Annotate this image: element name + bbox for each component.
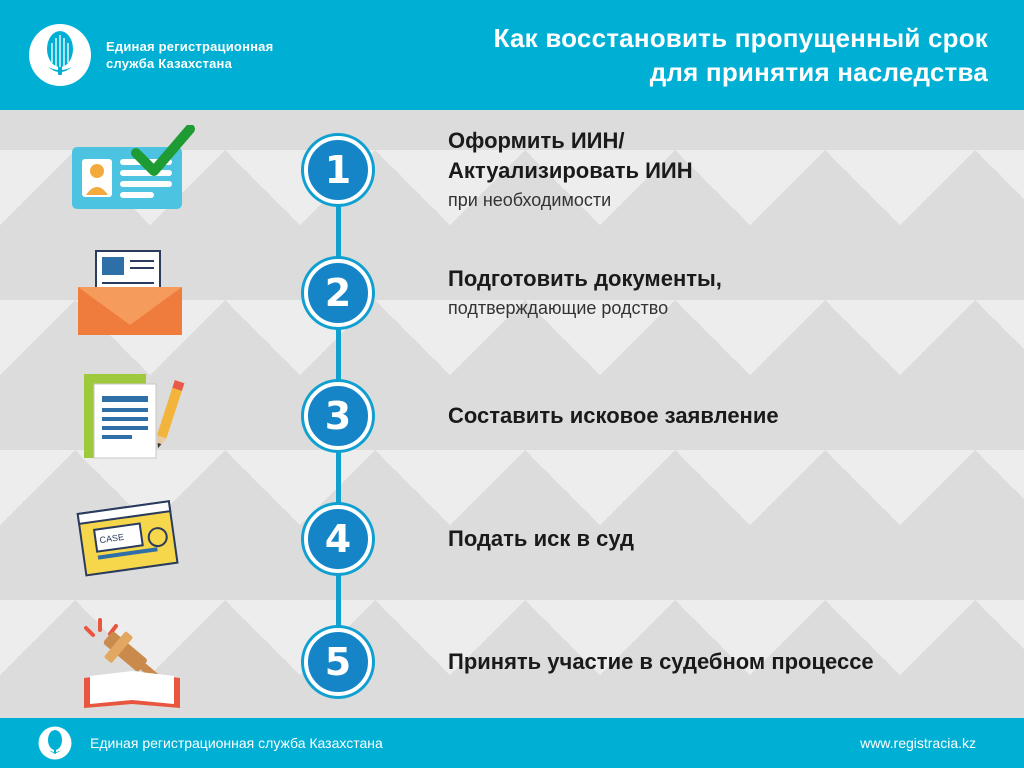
step-number-badge: 4 [304,505,372,573]
step-subtitle: при необходимости [448,190,612,210]
page-title-line1: Как восстановить пропущенный срок [493,23,988,53]
brand-name-line2: служба Казахстана [106,56,233,71]
tree-emblem-icon [38,726,72,760]
step-number-badge: 3 [304,382,372,450]
step-row [0,479,1024,599]
step-title: Подать иск в суд [448,526,634,551]
page-title [420,21,1024,89]
steps-container [0,110,1024,718]
step-number-badge: 1 [304,136,372,204]
document-pencil-icon [0,368,230,464]
gavel-book-icon [0,612,230,712]
id-card-check-icon [0,125,230,215]
svg-text:CASE: CASE [98,531,125,546]
footer-website-url[interactable]: www.registracia.kz [860,735,976,751]
step-text [448,647,1008,677]
step-text [448,524,1008,554]
step-text [448,264,1008,322]
brand-logo-block [0,23,420,87]
step-text [448,401,1008,431]
step-row [0,602,1024,722]
tree-emblem-icon [28,23,92,87]
step-row [0,110,1024,230]
brand-name-line1: Единая регистрационная [106,39,274,54]
step-title: Принять участие в судебном процессе [448,649,874,674]
step-title: Составить исковое заявление [448,403,779,428]
brand-name [106,38,273,72]
header-bar [0,0,1024,110]
footer-org-name: Единая регистрационная служба Казахстана [90,735,383,751]
envelope-letter-icon [0,247,230,339]
footer-bar [0,718,1024,768]
step-number-badge: 2 [304,259,372,327]
step-row [0,356,1024,476]
page-title-line2: для принятия наследства [649,57,988,87]
step-title-2: Актуализировать ИИН [448,158,693,183]
step-subtitle: подтверждающие родство [448,298,669,318]
step-number-badge: 5 [304,628,372,696]
step-row [0,233,1024,353]
step-text [448,126,1008,214]
case-file-folder-icon [0,491,230,587]
step-title: Подготовить документы, [448,266,722,291]
step-title: Оформить ИИН/ [448,128,625,153]
